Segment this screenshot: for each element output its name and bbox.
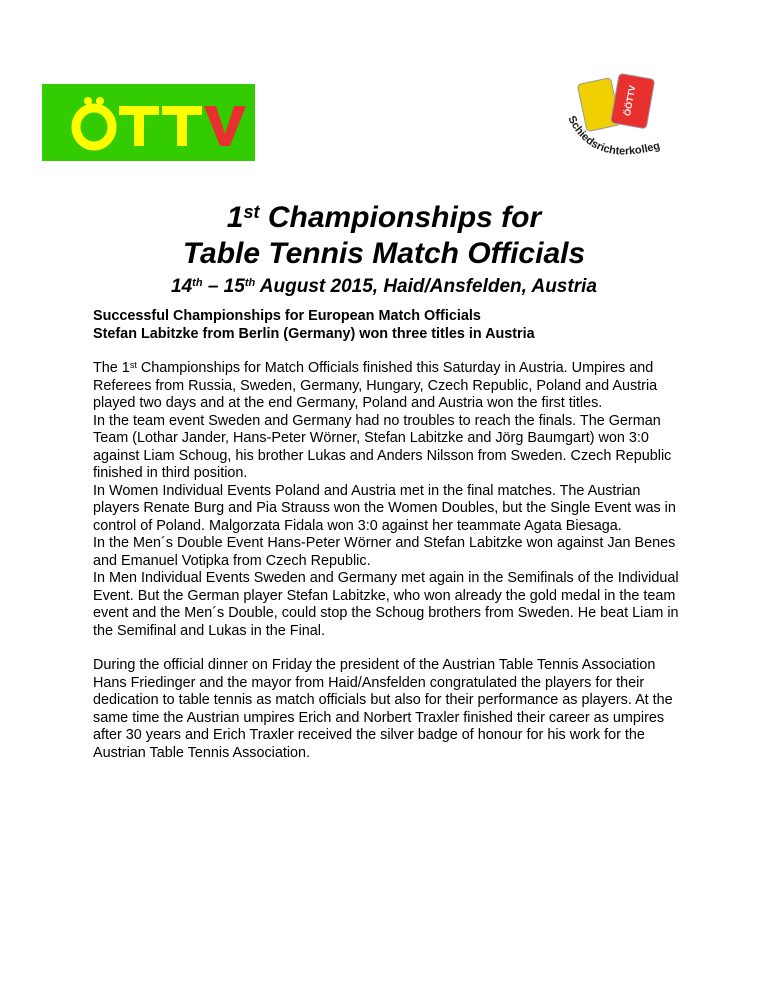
paragraph-men-individual: In Men Individual Events Sweden and Germany met again in the Semifinals of the Individual Event. But the German player Stefan Labitzke, who won already the gold medal in the team event and the Men´s Double, could stop the Schoug brothers from Sweden. He beat Liam in the Semifinal and Lukas in the Final. xyxy=(93,570,679,639)
oettv-logo-graphic xyxy=(42,84,255,161)
svg-text:ÖÖTTV: ÖÖTTV xyxy=(622,84,638,117)
title-line-2: Table Tennis Match Officials xyxy=(182,237,586,270)
paragraph-dinner: During the official dinner on Friday the president of the Austrian Table Tennis Association Hans Friedinger and the mayor from Haid/Ansfelden congratulated the players for their dedication to table tennis as match officials but also for their performance as players. At the same time the Austrian umpires Erich and Norbert Traxler finished their career as umpires after 30 years and Erich Traxler received the silver badge of honour for his work for the Austrian Table Tennis Association. xyxy=(93,657,673,761)
intro-start: The 1 xyxy=(93,360,130,376)
referee-cards-icon xyxy=(562,70,674,170)
intro-rest: Championships for Match Officials finished this Saturday in Austria. Umpires and Referees from Russia, Sweden, Germany, Hungary, Czech Republic, Poland and Austria played two days and at the end Germany, Poland and Austria won the first titles. xyxy=(93,360,658,411)
title-line-1 xyxy=(0,200,768,236)
intro-ordinal-suffix: st xyxy=(129,360,137,370)
date-end-suffix: th xyxy=(244,277,256,289)
paragraph-men-double: In the Men´s Double Event Hans-Peter Wörner and Stefan Labitzke won against Jan Benes and Emanuel Votipka from Czech Republic. xyxy=(93,535,676,569)
title-ordinal: 1 xyxy=(226,201,244,234)
date-start-suffix: th xyxy=(192,277,203,289)
title-line-1-text: Championships for xyxy=(259,201,542,234)
article-body xyxy=(93,308,683,762)
schiedsrichterkollegium-logo xyxy=(562,70,674,170)
paragraph-team-event: In the team event Sweden and Germany had no troubles to reach the finals. The German Team (Lothar Jander, Hans-Peter Wörner, Stefan Labitzke and Jörg Baumgart) won 3:0 against Liam Schoug, his brother Lukas and Anders Nilsson from Sweden. Czech Republic finished in third position. xyxy=(93,412,672,481)
headline-2: Stefan Labitzke from Berlin (Germany) won three titles in Austria xyxy=(93,325,535,342)
event-date-location xyxy=(0,274,768,300)
paragraph-women-events: In Women Individual Events Poland and Austria met in the final matches. The Austrian players Renate Burg and Pia Strauss won the Women Doubles, but the Single Event was in control of Poland. Malgorzata Fidala won 3:0 against her teammate Agata Biesaga. xyxy=(93,482,676,534)
paragraph-intro xyxy=(93,360,683,413)
oettv-logo xyxy=(42,84,255,161)
headline-1: Successful Championships for European Match Officials xyxy=(93,308,481,324)
date-start: 14 xyxy=(171,276,193,297)
date-location-text: August 2015, Haid/Ansfelden, Austria xyxy=(255,276,597,297)
svg-text:Schiedsrichterkollegium: Schiedsrichterkolleg xyxy=(565,114,662,158)
date-end: – 15 xyxy=(202,276,245,297)
title-ordinal-suffix: st xyxy=(243,202,260,222)
title-block xyxy=(0,200,768,300)
